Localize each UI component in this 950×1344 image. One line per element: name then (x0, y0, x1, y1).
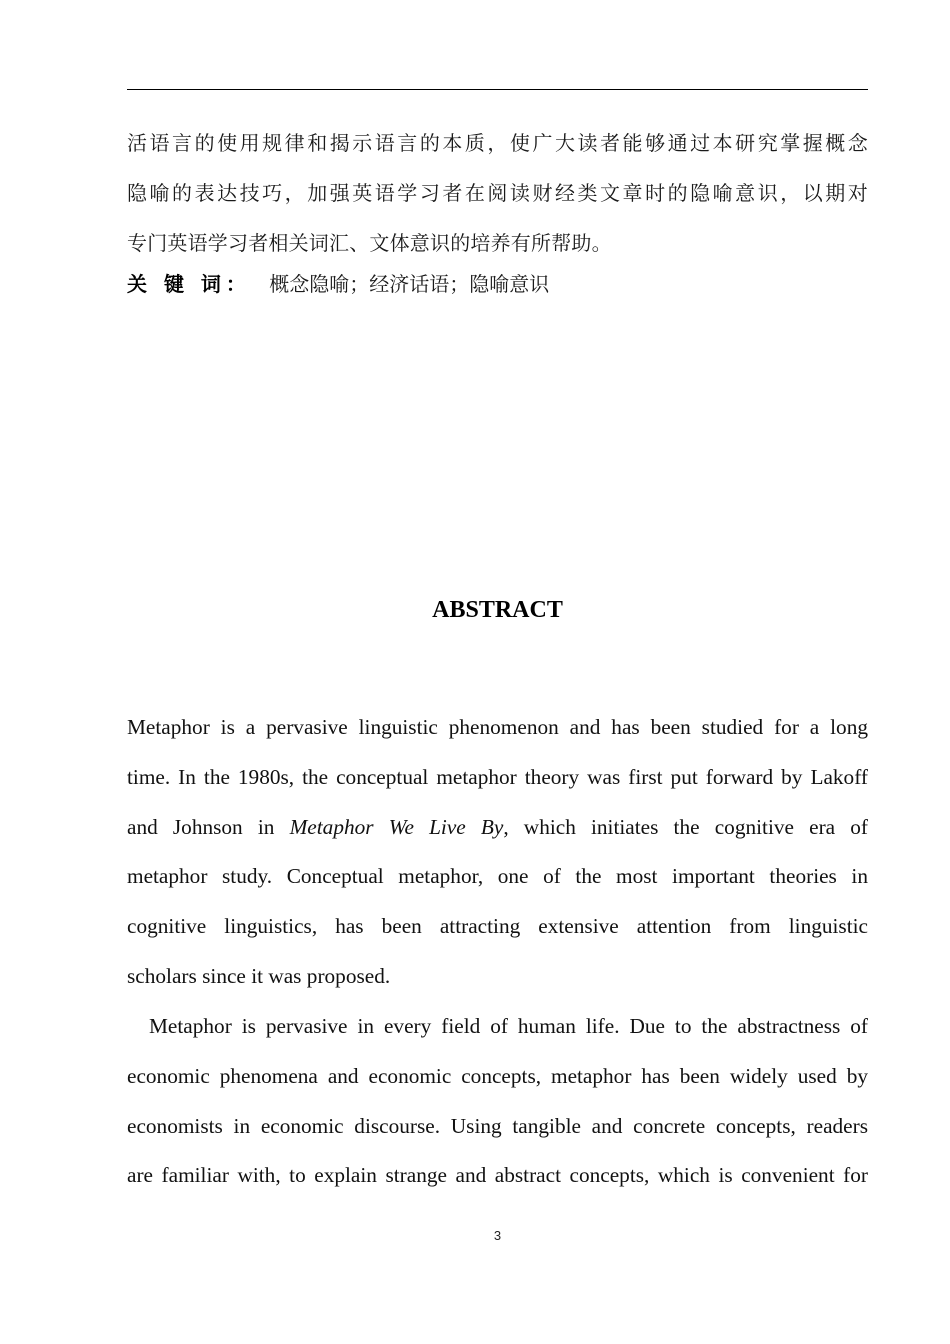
paragraph-line: economists in economic discourse. Using tangible and concrete concepts, readers (127, 1113, 868, 1138)
page-number: 3 (493, 1228, 502, 1243)
header-rule (127, 89, 868, 90)
abstract-paragraph-2 (127, 1002, 868, 1201)
chinese-abstract-paragraph (127, 118, 868, 268)
abstract-heading: ABSTRACT (432, 597, 563, 623)
paragraph-line: time. In the 1980s, the conceptual metaphor theory was first put forward by Lakoff (127, 764, 868, 789)
chinese-line: 隐喻的表达技巧，加强英语学习者在阅读财经类文章时的隐喻意识，以期对 (127, 181, 868, 205)
paragraph-line: Metaphor is pervasive in every field of human life. Due to the abstractness of (149, 1014, 868, 1038)
paragraph-line: Metaphor is a pervasive linguistic phenomenon and has been studied for a long (127, 715, 868, 739)
paragraph-line: scholars since it was proposed. (127, 963, 391, 988)
text-fragment: and Johnson in (127, 814, 290, 839)
paragraph-line: are familiar with, to explain strange and abstract concepts, which is convenient for (127, 1163, 868, 1188)
book-title: Metaphor We Live By (289, 814, 504, 839)
paragraph-line (127, 803, 868, 853)
text-fragment: , which initiates the cognitive era of (503, 814, 868, 839)
abstract-paragraph-1 (127, 703, 868, 1002)
keywords-row (127, 266, 868, 302)
keywords-label: 关 键 词： (127, 272, 251, 296)
chinese-line: 活语言的使用规律和揭示语言的本质，使广大读者能够通过本研究掌握概念 (127, 131, 868, 155)
keywords-value: 概念隐喻；经济话语；隐喻意识 (269, 272, 550, 296)
paragraph-line: cognitive linguistics, has been attracting extensive attention from linguistic (127, 914, 868, 939)
paragraph-line: metaphor study. Conceptual metaphor, one of the most important theories in (127, 864, 868, 889)
chinese-line: 专门英语学习者相关词汇、文体意识的培养有所帮助。 (127, 231, 612, 255)
paragraph-line: economic phenomena and economic concepts, metaphor has been widely used by (127, 1063, 868, 1088)
